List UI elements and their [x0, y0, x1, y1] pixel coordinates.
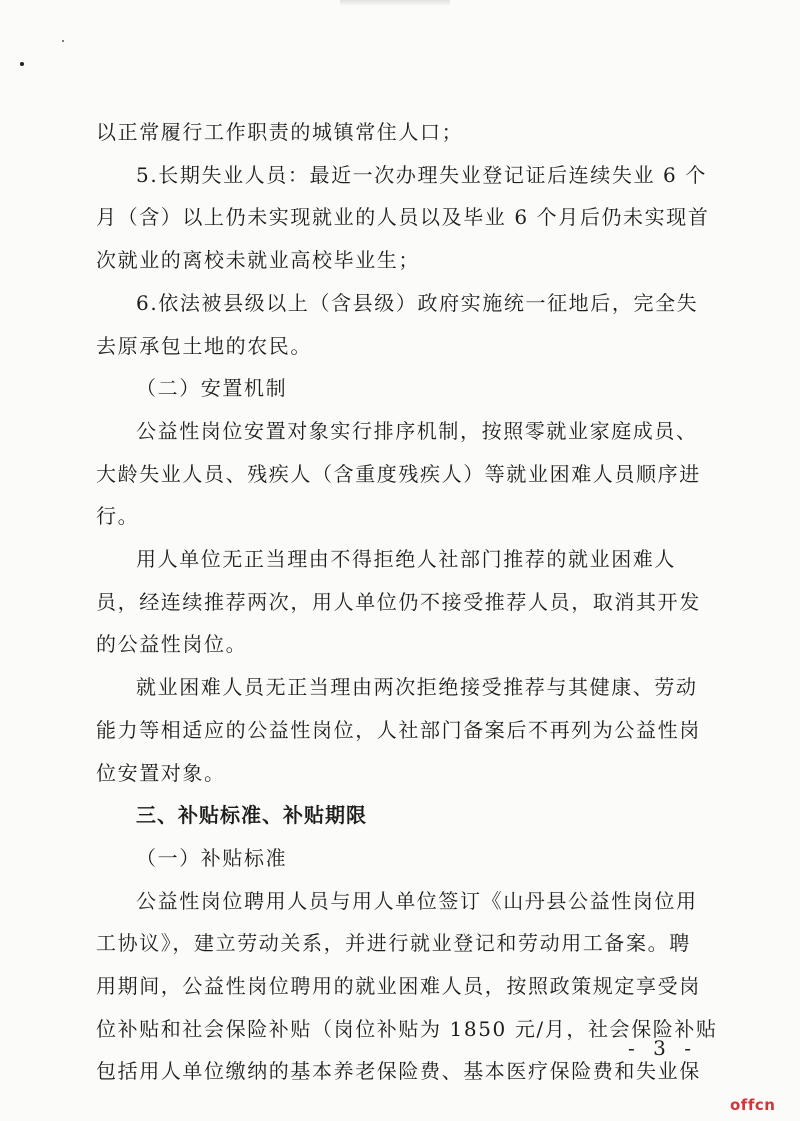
- text-line: 位安置对象。: [96, 761, 226, 785]
- section-subheading: （二）安置机制: [136, 376, 288, 400]
- text-line: 包括用人单位缴纳的基本养老保险费、基本医疗保险费和失业保: [96, 1059, 701, 1083]
- text-line: 用期间，公益性岗位聘用的就业困难人员，按照政策规定享受岗: [96, 974, 701, 998]
- section-heading: 三、补贴标准、补贴期限: [136, 803, 367, 827]
- text-line: 以正常履行工作职责的城镇常住人口；: [96, 120, 464, 144]
- text-line: 5.长期失业人员：最近一次办理失业登记证后连续失业 6 个: [136, 163, 707, 187]
- text-line: 行。: [96, 504, 140, 528]
- text-line: 用人单位无正当理由不得拒绝人社部门推荐的就业困难人: [136, 547, 676, 571]
- text-line: 工协议》，建立劳动关系，并进行就业登记和劳动用工备案。聘: [96, 931, 691, 955]
- text-line: 员，经连续推荐两次，用人单位仍不接受推荐人员，取消其开发: [96, 590, 701, 614]
- text-line: 公益性岗位安置对象实行排序机制，按照零就业家庭成员、: [136, 419, 698, 443]
- text-line: 公益性岗位聘用人员与用人单位签订《山丹县公益性岗位用: [136, 889, 698, 913]
- text-line: 6.依法被县级以上（含县级）政府实施统一征地后，完全失: [136, 291, 699, 315]
- text-line: 能力等相适应的公益性岗位，人社部门备案后不再列为公益性岗: [96, 718, 701, 742]
- text-line: 大龄失业人员、残疾人（含重度残疾人）等就业困难人员顺序进: [96, 462, 701, 486]
- text-line: 的公益性岗位。: [96, 632, 248, 656]
- watermark-logo: offcn: [730, 1096, 776, 1114]
- text-line: 就业困难人员无正当理由两次拒绝接受推荐与其健康、劳动: [136, 675, 698, 699]
- scan-speck: [20, 62, 24, 66]
- page-number: - 3 -: [628, 1036, 697, 1060]
- text-line: 去原承包土地的农民。: [96, 334, 312, 358]
- scan-artifact: [340, 0, 450, 6]
- text-line: 月（含）以上仍未实现就业的人员以及毕业 6 个月后仍未实现首: [96, 205, 710, 229]
- section-subheading: （一）补贴标准: [136, 846, 288, 870]
- text-line: 次就业的离校未就业高校毕业生；: [96, 248, 420, 272]
- text-line: 位补贴和社会保险补贴（岗位补贴为 1850 元/月，社会保险补贴: [96, 1017, 718, 1041]
- scan-speck: [62, 40, 64, 42]
